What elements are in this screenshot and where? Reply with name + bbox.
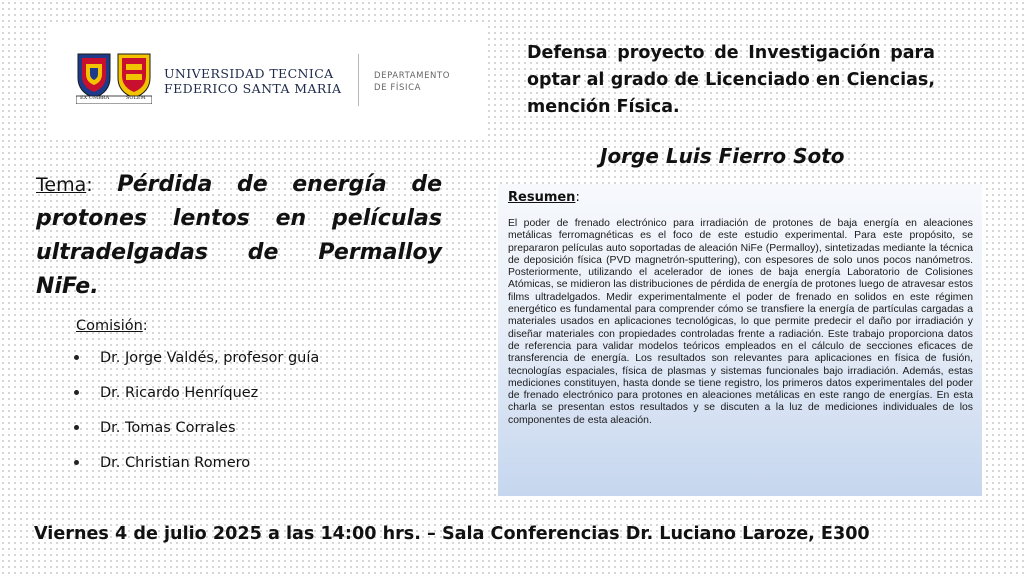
committee-heading: [76, 318, 148, 334]
university-name-line2: FEDERICO SANTA MARIA: [164, 81, 342, 96]
department-line1: DEPARTAMENTO: [374, 71, 451, 81]
abstract-text: El poder de frenado electrónico para irradiación de protones de baja energía en aleaciones metálicas ferromagnéticas es el foco de este estudio experimental. Para este propósito, se prepararon películas auto soportadas de aleación NiFe (Permalloy), sintetizadas mediante la técnica de deposición física (PVD magnetrón-sputtering), con espesores de solo unos pocos nanómetros. Posteriormente, utilizando el acelerador de iones de baja energía Laboratorio de Colisiones Atómicas, se midieron las distribuciones de pérdida de energía de protones luego de atravesar estos films ultradelgados. Medir experimentalmente el poder de frenado en solidos en este régimen energético es fundamental para comprender cómo se transfiere la energía de partículas cargadas a materiales usados en aplicaciones tecnológicas, lo que permite predecir el daño por irradiación y diseñar materiales con propiedades controladas frente a radiación. Este trabajo proporciona datos de referencia para validar modelos teóricos empleados en el cálculo de secciones eficaces de transferencia de energía. Los resultados son relevantes para aplicaciones en física de fusión, tecnologías espaciales, física de plasmas y sistemas funcionales bajo irradiación. Además, estas mediciones constituyen, hasta donde se tiene registro, los primeros datos experimentales del poder de frenado electrónico para protones en aleaciones metálicas en este rango de energías. En esta charla se presentan estos resultados y se discuten a la luz de mediciones individuales de los componentes de esta aleación.: [508, 218, 973, 426]
committee-member-name: Dr. Ricardo Henríquez: [100, 385, 259, 401]
university-name-line1: UNIVERSIDAD TECNICA: [164, 66, 334, 81]
committee-member: [74, 348, 319, 383]
university-logo-banner: [48, 26, 486, 136]
topic-colon: :: [86, 174, 93, 196]
committee-member-name: Dr. Christian Romero: [100, 455, 251, 471]
abstract-colon: :: [575, 190, 580, 205]
abstract-heading: [508, 190, 580, 205]
committee-member: [74, 453, 319, 488]
bullet-icon: [74, 355, 79, 360]
abstract-box: [498, 184, 982, 496]
thesis-topic: [36, 168, 442, 304]
university-name: [164, 66, 341, 96]
committee-label: Comisión: [76, 318, 143, 334]
committee-member-name: Dr. Jorge Valdés, profesor guía: [100, 350, 320, 366]
committee-member-name: Dr. Tomas Corrales: [100, 420, 236, 436]
department-line2: DE FÍSICA: [374, 83, 422, 93]
bullet-icon: [74, 425, 79, 430]
committee-member: [74, 418, 319, 453]
shield-motto-left: EX UMBRA: [80, 95, 110, 101]
abstract-label: Resumen: [508, 190, 576, 205]
department-name: [374, 70, 450, 94]
committee-member: [74, 383, 319, 418]
author-name: Jorge Luis Fierro Soto: [600, 144, 845, 168]
committee-colon: :: [142, 318, 148, 334]
event-date-location: Viernes 4 de julio 2025 a las 14:00 hrs. – Sala Conferencias Dr. Luciano Laroze, E300: [34, 524, 870, 544]
bullet-icon: [74, 460, 79, 465]
shield-motto-right: SOLEM: [126, 95, 146, 101]
bullet-icon: [74, 390, 79, 395]
topic-label: Tema: [36, 174, 87, 196]
university-shield-logo: [76, 52, 152, 104]
committee-list: [74, 348, 319, 488]
logo-divider: [358, 54, 359, 106]
defense-heading: Defensa proyecto de Investigación para optar al grado de Licenciado en Ciencias, mención Física.: [527, 43, 935, 117]
topic-title: Pérdida de energía de protones lentos en películas ultradelgadas de Permalloy NiFe.: [36, 172, 442, 299]
